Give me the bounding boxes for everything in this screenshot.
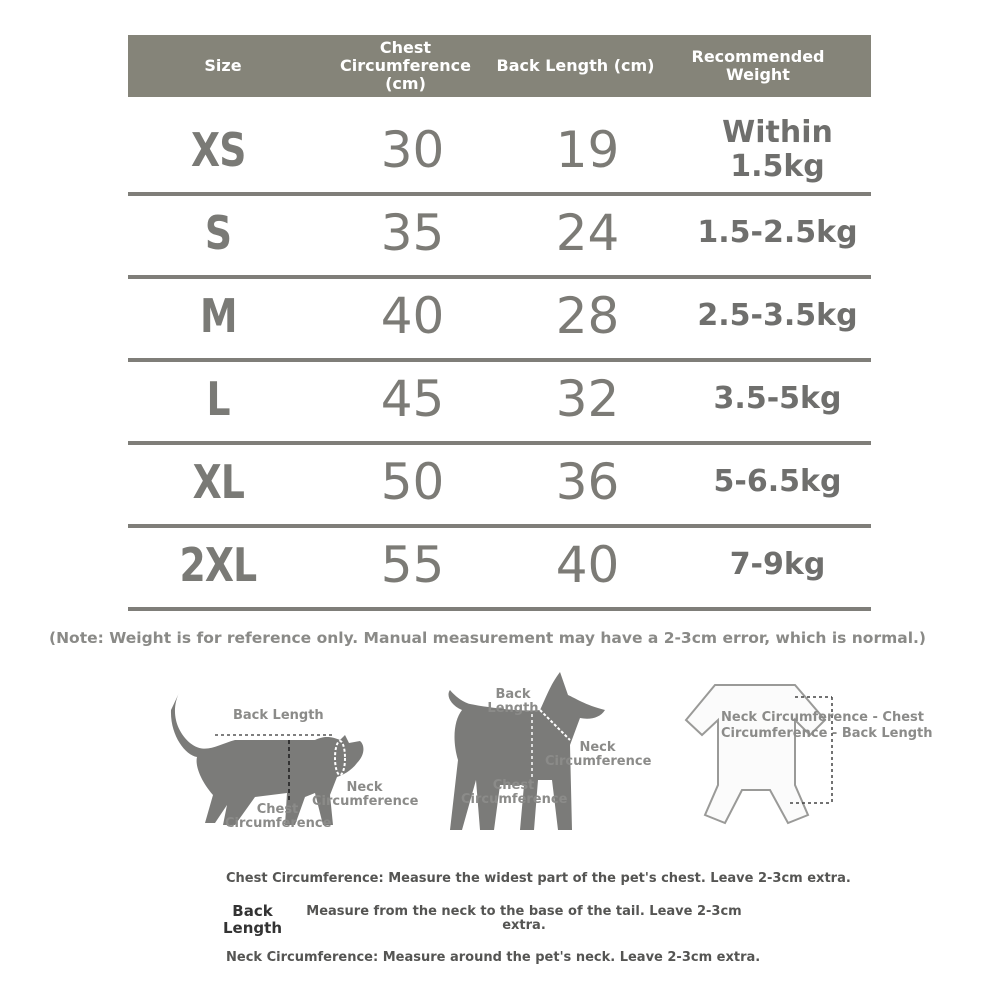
cell-size [128, 276, 308, 356]
size-value: 2XL [179, 538, 257, 592]
cat-back-length-label: Back Length [233, 708, 324, 723]
cell-chest [330, 110, 495, 190]
weight-value: 7-9kg [729, 547, 826, 582]
cell-weight [680, 359, 875, 439]
cell-chest [330, 276, 495, 356]
cell-weight [680, 110, 875, 190]
back-value: 32 [555, 370, 620, 428]
weight-value: 3.5-5kg [713, 381, 842, 416]
cell-back [505, 442, 670, 522]
cell-back [505, 525, 670, 605]
cell-weight [680, 193, 875, 273]
size-value: S [204, 206, 232, 260]
header-weight: Recommended Weight [691, 47, 825, 84]
back-value: 40 [555, 536, 620, 594]
cell-weight [680, 525, 875, 605]
cell-chest [330, 193, 495, 273]
cell-back [505, 359, 670, 439]
header-back-length: Back Length (cm) [496, 56, 655, 75]
garment-diagram [680, 675, 840, 835]
chest-value: 55 [380, 536, 445, 594]
neck-instruction: Neck Circumference: Measure around the pet's neck. Leave 2-3cm extra. [226, 950, 761, 965]
cell-size [128, 525, 308, 605]
dog-neck-label: Neck Circumference [545, 740, 652, 769]
cell-weight [680, 276, 875, 356]
header-size: Size [204, 56, 242, 75]
chest-value: 30 [380, 121, 445, 179]
chest-value: 50 [380, 453, 445, 511]
size-value: XS [190, 123, 246, 177]
back-length-instruction-label: Back Length [223, 902, 282, 937]
cell-size [128, 359, 308, 439]
back-length-instruction: Measure from the neck to the base of the tail. Leave 2-3cm extra. [306, 904, 742, 933]
back-value: 24 [555, 204, 620, 262]
garment-label-line2: Circumference - Back Length [721, 726, 933, 741]
garment-label-line1: Neck Circumference - Chest [721, 710, 924, 725]
cell-size [128, 110, 308, 190]
cell-chest [330, 359, 495, 439]
header-chest: Chest Circumference (cm) [340, 38, 471, 93]
row-divider [128, 607, 871, 611]
dog-back-length-label: Back Length [487, 687, 539, 716]
weight-value: 2.5-3.5kg [697, 298, 858, 333]
chest-instruction: Chest Circumference: Measure the widest part of the pet's chest. Leave 2-3cm extra. [226, 871, 851, 886]
back-value: 28 [555, 287, 620, 345]
cat-chest-label: Chest Circumference [225, 802, 332, 831]
size-value: M [199, 289, 237, 343]
size-value: L [206, 372, 230, 426]
cell-size [128, 193, 308, 273]
cat-neck-label: Neck Circumference [312, 780, 419, 809]
back-value: 36 [555, 453, 620, 511]
weight-value: Within 1.5kg [722, 115, 833, 184]
chest-value: 45 [380, 370, 445, 428]
weight-value: 5-6.5kg [713, 464, 842, 499]
table-header [128, 35, 871, 97]
chest-value: 40 [380, 287, 445, 345]
cell-back [505, 110, 670, 190]
cell-back [505, 276, 670, 356]
cell-chest [330, 525, 495, 605]
back-value: 19 [555, 121, 620, 179]
size-value: XL [192, 455, 244, 509]
cell-size [128, 442, 308, 522]
cell-weight [680, 442, 875, 522]
cell-chest [330, 442, 495, 522]
weight-value: 1.5-2.5kg [697, 215, 858, 250]
dog-chest-label: Chest Circumference [461, 778, 568, 807]
note-text: (Note: Weight is for reference only. Manual measurement may have a 2-3cm error, which is normal.) [49, 629, 926, 647]
chest-value: 35 [380, 204, 445, 262]
cell-back [505, 193, 670, 273]
